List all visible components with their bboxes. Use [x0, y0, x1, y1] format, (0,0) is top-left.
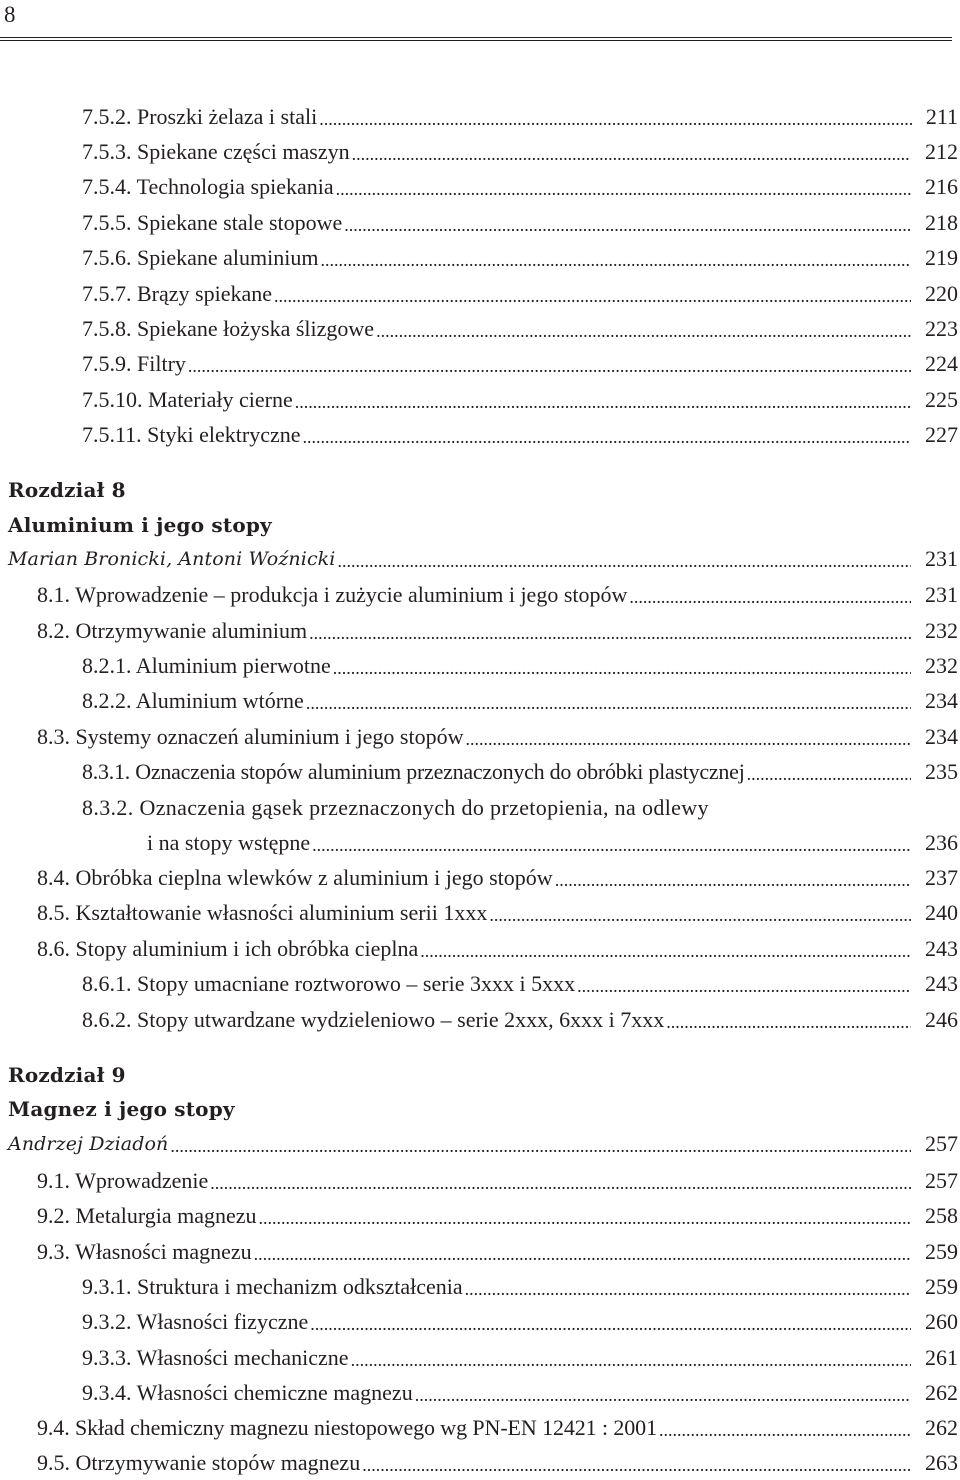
toc-entry[interactable] [37, 1162, 958, 1194]
toc-entry-page: 262 [911, 1380, 958, 1406]
toc-entry-title: 7.5.7. Brązy spiekane [82, 281, 272, 306]
toc-entry[interactable] [82, 168, 958, 200]
toc-entry[interactable] [82, 965, 958, 997]
leader-dots [362, 1450, 954, 1476]
chapter-label: Rozdział 9 [8, 1063, 126, 1087]
toc-entry[interactable] [82, 275, 958, 307]
leader-dots [465, 1274, 954, 1300]
leader-dots [259, 1203, 954, 1229]
toc-entry[interactable] [37, 1233, 958, 1265]
toc-entry-title: i na stopy wstępne [147, 830, 311, 855]
chapter-title: Magnez i jego stopy [8, 1097, 235, 1121]
toc-entry-page: 212 [911, 139, 958, 165]
toc-entry-title: 8.2. Otrzymywanie aluminium [37, 618, 308, 643]
toc-entry-page: 259 [911, 1239, 958, 1265]
toc-entry-title: 8.2.1. Aluminium pierwotne [82, 653, 331, 678]
toc-entry-page: 237 [911, 865, 958, 891]
leader-dots [629, 582, 954, 608]
toc-entry[interactable] [82, 204, 958, 236]
toc-entry-page: 232 [911, 653, 958, 679]
toc-entry[interactable] [147, 824, 958, 856]
toc-entry-title: 8.6.2. Stopy utwardzane wydzieleniowo – serie 2xxx, 6xxx i 7xxx [82, 1007, 665, 1032]
toc-entry-page: 225 [911, 387, 958, 413]
toc-entry-title: 7.5.11. Styki elektryczne [82, 422, 301, 447]
toc-entry-page: 223 [911, 316, 958, 342]
toc-entry-title: 8.2.2. Aluminium wtórne [82, 688, 304, 713]
toc-entry-title: 7.5.3. Spiekane części maszyn [82, 139, 350, 164]
toc-entry[interactable] [37, 576, 958, 608]
leader-dots [312, 830, 954, 856]
leader-dots [352, 139, 954, 165]
toc-entry-page: 243 [911, 936, 958, 962]
toc-entry[interactable] [37, 1197, 958, 1229]
toc-entry-page: 231 [911, 582, 958, 608]
toc-entry[interactable] [37, 894, 958, 926]
toc-entry-title: 9.3.3. Własności mechaniczne [82, 1345, 349, 1370]
leader-dots [303, 422, 954, 448]
toc-entry-page: 243 [911, 971, 958, 997]
toc-entry-page: 234 [911, 688, 958, 714]
leader-dots [210, 1168, 954, 1194]
leader-dots [659, 1415, 954, 1441]
toc-entry-title: 7.5.2. Proszki żelaza i stali [82, 104, 318, 129]
toc-entry-page: 218 [911, 210, 958, 236]
leader-dots [274, 281, 954, 307]
leader-dots [309, 618, 954, 644]
toc-entry-page: 257 [911, 1168, 958, 1194]
header-rule [0, 37, 952, 41]
toc-entry[interactable] [82, 381, 958, 413]
toc-entry-title: 8.6.1. Stopy umacniane roztworowo – serie 3xxx i 5xxx [82, 971, 576, 996]
toc-entry-title: 8.3. Systemy oznaczeń aluminium i jego stopów [37, 724, 464, 749]
leader-dots [170, 1131, 954, 1157]
toc-entry-title: 7.5.9. Filtry [82, 351, 186, 376]
leader-dots [295, 387, 954, 413]
toc-entry[interactable] [82, 239, 958, 271]
toc-entry-page: 216 [911, 174, 958, 200]
leader-dots [376, 316, 954, 342]
toc-entry-page: 232 [911, 618, 958, 644]
leader-dots [319, 104, 954, 130]
leader-dots [489, 900, 954, 926]
toc-entry-title: 8.6. Stopy aluminium i ich obróbka cieplna [37, 936, 419, 961]
leader-dots [344, 210, 954, 236]
toc-entry-title: 8.4. Obróbka cieplna wlewków z aluminium i jego stopów [37, 865, 553, 890]
leader-dots [466, 724, 955, 750]
toc-entry[interactable] [82, 98, 958, 130]
page-number: 8 [4, 2, 16, 27]
toc-entry-page: 227 [911, 422, 958, 448]
toc-entry[interactable] [82, 133, 958, 165]
toc-entry[interactable] [82, 1001, 958, 1033]
toc-entry[interactable] [82, 1339, 958, 1371]
toc-entry-title: 9.2. Metalurgia magnezu [37, 1203, 257, 1228]
leader-dots [351, 1345, 954, 1371]
toc-entry-page: 224 [911, 351, 958, 377]
leader-dots [337, 546, 954, 572]
toc-entry-page: 257 [911, 1131, 958, 1157]
toc-entry[interactable] [37, 718, 958, 750]
toc-entry-title: 7.5.10. Materiały cierne [82, 387, 293, 412]
leader-dots [188, 351, 954, 377]
toc-entry-page: 235 [911, 759, 958, 785]
leader-dots [320, 245, 954, 271]
toc-entry[interactable] [37, 612, 958, 644]
chapter-label: Rozdział 8 [8, 478, 126, 502]
toc-entry[interactable] [82, 682, 958, 714]
toc-entry-page: 261 [911, 1345, 958, 1371]
toc-entry-page: 240 [911, 900, 958, 926]
toc-entry[interactable] [37, 1409, 958, 1441]
toc-entry-title: 7.5.5. Spiekane stale stopowe [82, 210, 343, 235]
toc-entry-page: 258 [911, 1203, 958, 1229]
toc-entry-title: 9.1. Wprowadzenie [37, 1168, 209, 1193]
toc-entry-title: 9.3.1. Struktura i mechanizm odkształcenia [82, 1274, 463, 1299]
toc-entry[interactable] [82, 310, 958, 342]
toc-entry-page: 259 [911, 1274, 958, 1300]
chapter-authors: Andrzej Dziadoń [8, 1133, 169, 1155]
toc-entry[interactable] [37, 1444, 958, 1476]
toc-entry[interactable] [82, 647, 958, 679]
toc-entry[interactable] [37, 859, 958, 891]
toc-entry-page: 219 [911, 245, 958, 271]
toc-entry-page: 262 [911, 1415, 958, 1441]
toc-entry-page: 260 [911, 1309, 958, 1335]
leader-dots [306, 688, 954, 714]
toc-entry-title: 9.3. Własności magnezu [37, 1239, 252, 1264]
toc-entry-title: 8.5. Kształtowanie własności aluminium serii 1xxx [37, 900, 488, 925]
toc-entry-page: 231 [911, 546, 958, 572]
leader-dots [336, 174, 954, 200]
chapter-title: Aluminium i jego stopy [8, 513, 272, 537]
toc-entry-page: 220 [911, 281, 958, 307]
toc-entry-title: 8.1. Wprowadzenie – produkcja i zużycie aluminium i jego stopów [37, 582, 628, 607]
chapter-authors-entry[interactable] [8, 1125, 958, 1157]
toc-entry-title[interactable]: 8.3.2. Oznaczenia gąsek przeznaczonych do przetopienia, na odlewy [82, 795, 709, 820]
toc-entry-title: 8.3.1. Oznaczenia stopów aluminium przeznaczonych do obróbki plastycznej [82, 759, 745, 784]
leader-dots [254, 1239, 954, 1265]
toc-entry-title: 7.5.6. Spiekane aluminium [82, 245, 319, 270]
toc-entry-page: 263 [911, 1450, 958, 1476]
toc-entry[interactable] [82, 1268, 958, 1300]
toc-entry-title: 9.3.2. Własności fizyczne [82, 1309, 309, 1334]
toc-entry-page: 211 [912, 104, 958, 130]
toc-entry-title: 9.3.4. Własności chemiczne magnezu [82, 1380, 413, 1405]
leader-dots [333, 653, 954, 679]
toc-entry[interactable] [82, 1303, 958, 1335]
chapter-authors-entry[interactable] [8, 540, 958, 572]
leader-dots [310, 1309, 954, 1335]
toc-entry[interactable] [82, 416, 958, 448]
chapter-authors: Marian Bronicki, Antoni Woźnicki [8, 548, 336, 570]
leader-dots [577, 971, 954, 997]
leader-dots [415, 1380, 954, 1406]
toc-entry-title: 9.4. Skład chemiczny magnezu niestopowego wg PN-EN 12421 : 2001 [37, 1415, 657, 1440]
leader-dots [420, 936, 954, 962]
toc-entry[interactable] [82, 345, 958, 377]
toc-entry[interactable] [82, 1374, 958, 1406]
toc-entry-title: 7.5.4. Technologia spiekania [82, 174, 334, 199]
toc-entry-page: 234 [911, 724, 958, 750]
toc-entry[interactable] [82, 753, 958, 785]
toc-entry-page: 236 [911, 830, 958, 856]
leader-dots [555, 865, 954, 891]
toc-entry[interactable] [37, 930, 958, 962]
toc-entry-title: 7.5.8. Spiekane łożyska ślizgowe [82, 316, 375, 341]
toc-entry-title: 9.5. Otrzymywanie stopów magnezu [37, 1450, 361, 1475]
toc-entry-page: 246 [911, 1007, 958, 1033]
